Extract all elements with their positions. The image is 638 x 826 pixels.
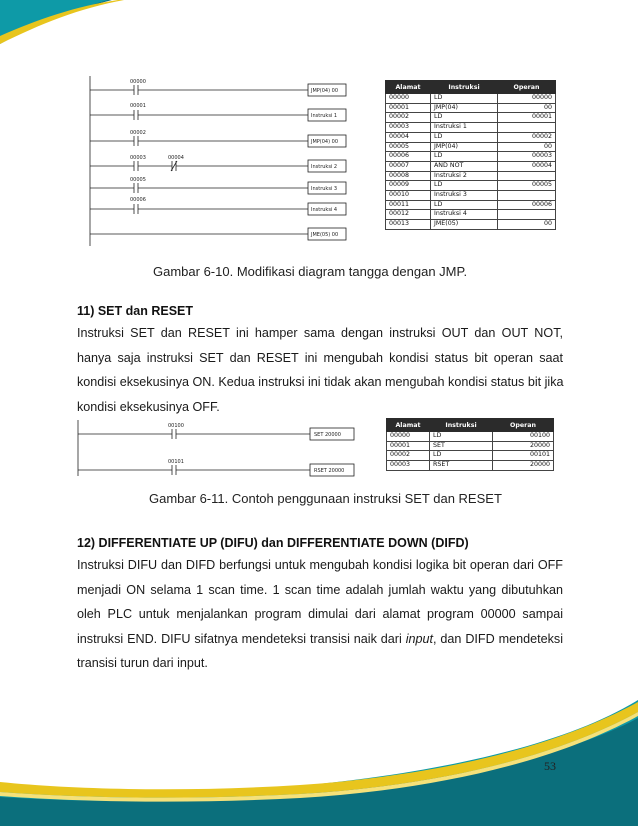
- text-run: instruksi END. DIFU sifatnya mendeteksi transisi naik dari: [77, 631, 406, 646]
- address-cell: 00012: [386, 210, 431, 220]
- instruction-cell: JMP(04): [431, 103, 498, 113]
- col-header: Instruksi: [431, 81, 498, 94]
- instruction-cell: LD: [431, 152, 498, 162]
- instruction-cell: LD: [431, 113, 498, 123]
- emphasis-text: input: [405, 631, 433, 646]
- paragraph-line: [77, 627, 563, 652]
- instruction-cell: Instruksi 4: [431, 210, 498, 220]
- paragraph-line: Instruksi DIFU dan DIFD berfungsi untuk mengubah kondisi logika bit operan dari OFF: [77, 558, 563, 572]
- address-cell: 00010: [386, 191, 431, 201]
- ladder-address: 00001: [130, 103, 146, 109]
- instruction-cell: LD: [431, 132, 498, 142]
- text-run: , dan DIFD mendeteksi: [433, 631, 564, 646]
- table-row: [386, 191, 556, 201]
- instruction-cell: Instruksi 2: [431, 171, 498, 181]
- paragraph-line: kondisi eksekusinya ON. Kedua instruksi ini tidak akan mengubah kondisi status bit jika: [77, 375, 564, 389]
- table-row: [386, 103, 556, 113]
- instruction-table-jmp: [385, 80, 556, 230]
- ladder-address: 00006: [130, 197, 146, 203]
- address-cell: 00001: [387, 441, 430, 451]
- instruction-cell: Instruksi 1: [431, 123, 498, 133]
- address-cell: 00006: [386, 152, 431, 162]
- instruction-cell: LD: [431, 94, 498, 104]
- table-row: [387, 441, 554, 451]
- ladder-address: 00100: [168, 423, 184, 429]
- instruction-cell: JMP(04): [431, 142, 498, 152]
- table-row: [386, 123, 556, 133]
- ladder-address: 00003: [130, 155, 146, 161]
- paragraph-line: kondisi eksekusinya OFF.: [77, 399, 220, 414]
- ladder-address: 00005: [130, 177, 146, 183]
- table-row: [386, 142, 556, 152]
- instruction-cell: LD: [430, 432, 493, 442]
- table-row: [386, 94, 556, 104]
- table-row: [386, 132, 556, 142]
- operand-cell: [498, 123, 556, 133]
- address-cell: 00013: [386, 220, 431, 230]
- operand-cell: 20000: [493, 461, 554, 471]
- address-cell: 00002: [387, 451, 430, 461]
- ladder-diagram-jmp: [86, 74, 356, 254]
- ladder-output: JMP(04) 00: [311, 139, 339, 145]
- address-cell: 00011: [386, 200, 431, 210]
- address-cell: 00004: [386, 132, 431, 142]
- ladder-address: 00004: [168, 155, 184, 161]
- section-heading: 11) SET dan RESET: [77, 304, 194, 318]
- address-cell: 00001: [386, 103, 431, 113]
- address-cell: 00009: [386, 181, 431, 191]
- operand-cell: 00004: [498, 161, 556, 171]
- instruction-cell: LD: [431, 181, 498, 191]
- figure-caption: Gambar 6-11. Contoh penggunaan instruksi SET dan RESET: [149, 491, 502, 506]
- table-row: [387, 451, 554, 461]
- table-row: [386, 161, 556, 171]
- paragraph: [77, 321, 563, 419]
- ladder-output: JMP(04) 00: [311, 88, 339, 94]
- section-heading: 12) DIFFERENTIATE UP (DIFU) dan DIFFERENTIATE DOWN (DIFD): [77, 536, 469, 550]
- col-header: Alamat: [387, 419, 430, 432]
- instruction-cell: JME(05): [431, 220, 498, 230]
- ladder-diagram-set-reset: [74, 418, 364, 482]
- table-body: [387, 432, 554, 471]
- ladder-address: 00101: [168, 459, 184, 465]
- paragraph: [77, 553, 563, 676]
- ladder-address: 00000: [130, 79, 146, 85]
- col-header: Operan: [498, 81, 556, 94]
- table-row: [386, 200, 556, 210]
- address-cell: 00007: [386, 161, 431, 171]
- operand-cell: [498, 191, 556, 201]
- paragraph-line: transisi turun dari input.: [77, 656, 208, 670]
- ladder-output: Instruksi 4: [311, 207, 338, 213]
- address-cell: 00008: [386, 171, 431, 181]
- col-header: Alamat: [386, 81, 431, 94]
- instruction-cell: Instruksi 3: [431, 191, 498, 201]
- instruction-cell: AND NOT: [431, 161, 498, 171]
- col-header: Instruksi: [430, 419, 493, 432]
- table-row: [386, 113, 556, 123]
- operand-cell: 00005: [498, 181, 556, 191]
- operand-cell: 00001: [498, 113, 556, 123]
- table-row: [386, 220, 556, 230]
- operand-cell: [498, 171, 556, 181]
- paragraph-line: Instruksi SET dan RESET ini hamper sama dengan instruksi OUT dan OUT NOT,: [77, 326, 563, 340]
- ladder-output: Instruksi 3: [311, 186, 338, 192]
- address-cell: 00005: [386, 142, 431, 152]
- operand-cell: [498, 210, 556, 220]
- ladder-output: SET 20000: [314, 432, 341, 438]
- operand-cell: 00006: [498, 200, 556, 210]
- table-row: [387, 432, 554, 442]
- ladder-output: Instruksi 1: [311, 113, 338, 119]
- operand-cell: 00101: [493, 451, 554, 461]
- instruction-cell: RSET: [430, 461, 493, 471]
- table-row: [386, 171, 556, 181]
- operand-cell: 20000: [493, 441, 554, 451]
- ladder-output: Instruksi 2: [311, 164, 338, 170]
- paragraph-line: menjadi ON selama 1 scan time. 1 scan time adalah jumlah waktu yang dibutuhkan: [77, 582, 563, 597]
- address-cell: 00003: [387, 461, 430, 471]
- table-row: [386, 181, 556, 191]
- operand-cell: 00100: [493, 432, 554, 442]
- operand-cell: 00: [498, 103, 556, 113]
- figure-caption: Gambar 6-10. Modifikasi diagram tangga dengan JMP.: [153, 264, 468, 279]
- instruction-table-set-reset: [386, 418, 554, 471]
- table-row: [386, 210, 556, 220]
- address-cell: 00000: [387, 432, 430, 442]
- table-row: [386, 152, 556, 162]
- ladder-output: JME(05) 00: [311, 232, 339, 238]
- instruction-cell: LD: [431, 200, 498, 210]
- page-number: 53: [544, 759, 556, 773]
- paragraph-line: hanya saja instruksi SET dan RESET ini mengubah kondisi status bit operan saat: [77, 350, 563, 365]
- operand-cell: 00002: [498, 132, 556, 142]
- table-body: [386, 94, 556, 230]
- operand-cell: 00000: [498, 94, 556, 104]
- operand-cell: 00: [498, 220, 556, 230]
- col-header: Operan: [493, 419, 554, 432]
- ladder-address: 00002: [130, 130, 146, 136]
- instruction-cell: SET: [430, 441, 493, 451]
- operand-cell: 00: [498, 142, 556, 152]
- table-row: [387, 461, 554, 471]
- address-cell: 00002: [386, 113, 431, 123]
- ladder-output: RSET 20000: [314, 468, 345, 474]
- paragraph-line: oleh PLC untuk menjalankan program dimulai dari alamat program 00000 sampai: [77, 607, 563, 621]
- instruction-cell: LD: [430, 451, 493, 461]
- address-cell: 00000: [386, 94, 431, 104]
- address-cell: 00003: [386, 123, 431, 133]
- operand-cell: 00003: [498, 152, 556, 162]
